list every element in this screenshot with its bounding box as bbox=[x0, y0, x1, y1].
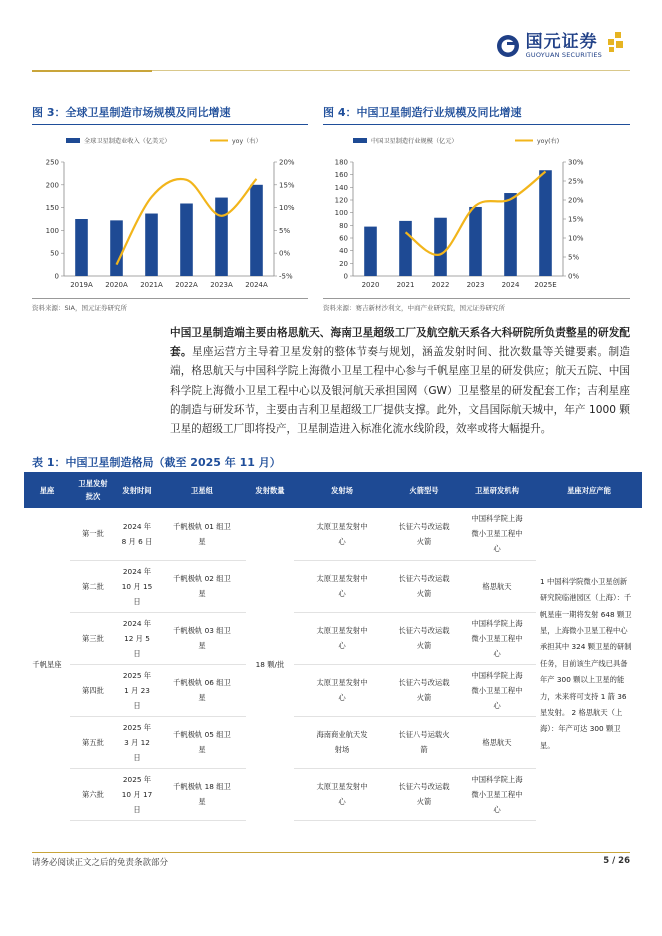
cell-site: 太原卫星发射中心 bbox=[294, 508, 390, 560]
y-right-tick-label: 15% bbox=[279, 181, 295, 190]
legend-bar-label: 中国卫星制造行业规模（亿元） bbox=[371, 138, 458, 145]
figure4-source: 资料来源：赛吉新材沙利文，中商产业研究院，国元证券研究所 bbox=[323, 304, 505, 312]
china-satellite-chart bbox=[323, 128, 630, 298]
cell-site: 太原卫星发射中心 bbox=[294, 768, 390, 820]
y-right-tick-label: 0% bbox=[279, 249, 291, 258]
bar bbox=[469, 207, 482, 276]
y-left-tick-label: 200 bbox=[45, 181, 59, 190]
cell-maker: 中国科学院上海微小卫星工程中心 bbox=[458, 508, 536, 560]
cell-date: 2025 年 1 月 23 日 bbox=[116, 664, 158, 716]
x-tick-label: 2020A bbox=[105, 281, 128, 289]
x-tick-label: 2024 bbox=[501, 281, 520, 289]
bar bbox=[250, 185, 263, 276]
y-right-tick-label: 10% bbox=[279, 204, 295, 213]
x-tick-label: 2020 bbox=[361, 281, 380, 289]
gold-squares-icon bbox=[604, 32, 624, 54]
bar bbox=[539, 170, 552, 276]
bar bbox=[215, 198, 228, 276]
y-left-tick-label: 180 bbox=[334, 158, 348, 167]
col-header-site: 发射场 bbox=[294, 472, 390, 508]
legend-bar-label: 全球卫星制造业收入（亿美元） bbox=[84, 138, 171, 145]
x-tick-label: 2023A bbox=[210, 281, 233, 289]
y-left-tick-label: 60 bbox=[339, 234, 348, 243]
y-right-tick-label: -5% bbox=[279, 272, 293, 281]
cell-batch: 第一批 bbox=[70, 508, 116, 560]
y-left-tick-label: 120 bbox=[334, 196, 348, 205]
y-left-tick-label: 80 bbox=[339, 221, 348, 230]
cell-maker: 格思航天 bbox=[458, 716, 536, 768]
bar bbox=[145, 214, 158, 276]
y-left-tick-label: 150 bbox=[45, 204, 59, 213]
cell-date: 2024 年 8 月 6 日 bbox=[116, 508, 158, 560]
x-tick-label: 2021 bbox=[396, 281, 415, 289]
figure4-bottom-rule bbox=[323, 298, 630, 299]
col-header-count: 发射数量 bbox=[246, 472, 294, 508]
footer-disclaimer: 请务必阅读正文之后的免责条款部分 bbox=[32, 858, 169, 868]
cell-date: 2025 年 3 月 12 日 bbox=[116, 716, 158, 768]
figure4-top-rule bbox=[323, 124, 630, 125]
y-left-tick-label: 250 bbox=[45, 158, 59, 167]
x-tick-label: 2019A bbox=[70, 281, 93, 289]
table-row bbox=[24, 508, 642, 560]
cell-group: 千帆极轨 18 组卫星 bbox=[158, 768, 246, 820]
bar bbox=[434, 218, 447, 276]
cell-group: 千帆极轨 05 组卫星 bbox=[158, 716, 246, 768]
footer-rule bbox=[32, 852, 630, 853]
bar bbox=[399, 221, 412, 276]
figure3-source: 资料来源：SIA，国元证券研究所 bbox=[32, 304, 127, 312]
legend-bar-swatch bbox=[353, 138, 367, 143]
y-right-tick-label: 20% bbox=[279, 158, 295, 167]
y-left-tick-label: 100 bbox=[334, 209, 348, 218]
header-rule-gold bbox=[32, 70, 152, 72]
cell-site: 太原卫星发射中心 bbox=[294, 560, 390, 612]
figure4-title: 图 4：中国卫星制造行业规模及同比增速 bbox=[323, 106, 522, 119]
legend-line-label: yoy(右) bbox=[537, 138, 560, 145]
bar bbox=[75, 219, 88, 276]
table-header-row bbox=[24, 472, 642, 508]
cell-group: 千帆极轨 03 组卫星 bbox=[158, 612, 246, 664]
legend-line-label: yoy（右） bbox=[232, 138, 262, 145]
y-right-tick-label: 0% bbox=[568, 272, 580, 281]
cell-batch: 第六批 bbox=[70, 768, 116, 820]
cell-group: 千帆极轨 02 组卫星 bbox=[158, 560, 246, 612]
cell-site: 海南商业航天发射场 bbox=[294, 716, 390, 768]
cell-rocket: 长征六号改运载火箭 bbox=[390, 612, 458, 664]
y-right-tick-label: 25% bbox=[568, 177, 584, 186]
company-logo bbox=[496, 28, 602, 64]
cell-rocket: 长征六号改运载火箭 bbox=[390, 768, 458, 820]
col-header-maker: 卫星研发机构 bbox=[458, 472, 536, 508]
y-left-tick-label: 50 bbox=[50, 249, 59, 258]
x-tick-label: 2024A bbox=[245, 281, 268, 289]
cell-date: 2024 年 10 月 15 日 bbox=[116, 560, 158, 612]
y-right-tick-label: 20% bbox=[568, 196, 584, 205]
cell-batch: 第三批 bbox=[70, 612, 116, 664]
y-left-tick-label: 20 bbox=[339, 259, 348, 268]
col-header-group: 卫星组 bbox=[158, 472, 246, 508]
x-tick-label: 2021A bbox=[140, 281, 163, 289]
cell-constellation: 千帆星座 bbox=[32, 659, 62, 669]
col-header-constellation: 星座 bbox=[24, 472, 70, 508]
y-left-tick-label: 0 bbox=[54, 272, 59, 281]
bar bbox=[504, 193, 517, 276]
y-left-tick-label: 100 bbox=[45, 226, 59, 235]
cell-group: 千帆极轨 06 组卫星 bbox=[158, 664, 246, 716]
y-left-tick-label: 0 bbox=[343, 272, 348, 281]
logo-text-en: GUOYUAN SECURITIES bbox=[525, 51, 602, 59]
cell-batch: 第四批 bbox=[70, 664, 116, 716]
cell-maker: 格思航天 bbox=[458, 560, 536, 612]
global-satellite-chart bbox=[32, 128, 308, 298]
cell-rocket: 长征六号改运载火箭 bbox=[390, 508, 458, 560]
figure3-bottom-rule bbox=[32, 298, 308, 299]
figure3-top-rule bbox=[32, 124, 308, 125]
x-tick-label: 2022 bbox=[431, 281, 450, 289]
cell-rocket: 长征六号改运载火箭 bbox=[390, 664, 458, 716]
satellite-manufacturing-table bbox=[24, 472, 642, 821]
x-tick-label: 2022A bbox=[175, 281, 198, 289]
y-left-tick-label: 160 bbox=[334, 171, 348, 180]
cell-batch: 第二批 bbox=[70, 560, 116, 612]
y-right-tick-label: 15% bbox=[568, 215, 584, 224]
legend-bar-swatch bbox=[66, 138, 80, 143]
paragraph-lead: 中国卫星制造端主要由格思航天、海南卫星超级工厂及航空航天系各大科研院所负责整星的研发配套。 bbox=[170, 327, 630, 359]
y-right-tick-label: 5% bbox=[279, 226, 291, 235]
cell-maker: 中国科学院上海微小卫星工程中心 bbox=[458, 768, 536, 820]
guoyuan-emblem-icon bbox=[496, 34, 520, 58]
cell-launch-count: 18 颗/批 bbox=[255, 659, 285, 669]
bar bbox=[364, 227, 377, 276]
paragraph-rest: 星座运营方主导着卫星发射的整体节奏与规划，涵盖发射时间、批次数量等关键要素。制造端，格思航天与中国科学院上海微小卫星工程中心参与千帆星座卫星的研发供应；航天五院、中国科学院上海微小卫星工程中心以及银河航天承担国网（GW）卫星整星的研发配套工作；吉利星座的制造与研发环节，主要由吉利卫星超级工厂提供支撑。此外，文昌国际航天城中，年产 1000 颗卫星的超级工厂即将投产，卫星制造进入标准化流水线阶段，效率或将大幅提升。 bbox=[170, 346, 631, 436]
body-paragraph bbox=[170, 324, 630, 439]
bar bbox=[180, 203, 193, 276]
cell-rocket: 长征八号运载火箭 bbox=[390, 716, 458, 768]
col-header-capacity: 星座对应产能 bbox=[536, 472, 642, 508]
cell-rocket: 长征六号改运载火箭 bbox=[390, 560, 458, 612]
y-left-tick-label: 140 bbox=[334, 183, 348, 192]
cell-capacity: 1 中国科学院微小卫星创新研究院临港园区（上海）：千帆星座一期将发射 648 颗卫星，上海微小卫星工程中心承担其中 324 颗卫星的研制任务，目前该生产线已具备年产 300 颗以上卫星的能力，未来将可支持 1 箭 36 星发射。 2 格思航天（上海）：年产可达 300 颗卫星。 bbox=[540, 576, 632, 750]
y-right-tick-label: 10% bbox=[568, 234, 584, 243]
col-header-batch: 卫星发射批次 bbox=[70, 472, 116, 508]
logo-text-cn: 国元证券 bbox=[525, 32, 598, 52]
cell-batch: 第五批 bbox=[70, 716, 116, 768]
page-number: 5 / 26 bbox=[603, 856, 630, 866]
cell-site: 太原卫星发射中心 bbox=[294, 664, 390, 716]
y-right-tick-label: 5% bbox=[568, 253, 580, 262]
col-header-rocket: 火箭型号 bbox=[390, 472, 458, 508]
bar bbox=[110, 220, 123, 276]
x-tick-label: 2023 bbox=[466, 281, 485, 289]
table1-title: 表 1：中国卫星制造格局（截至 2025 年 11 月） bbox=[32, 456, 281, 469]
cell-date: 2025 年 10 月 17 日 bbox=[116, 768, 158, 820]
y-left-tick-label: 40 bbox=[339, 247, 348, 256]
cell-maker: 中国科学院上海微小卫星工程中心 bbox=[458, 664, 536, 716]
x-tick-label: 2025E bbox=[534, 281, 557, 289]
cell-group: 千帆极轨 01 组卫星 bbox=[158, 508, 246, 560]
cell-date: 2024 年 12 月 5 日 bbox=[116, 612, 158, 664]
cell-maker: 中国科学院上海微小卫星工程中心 bbox=[458, 612, 536, 664]
figure3-title: 图 3：全球卫星制造市场规模及同比增速 bbox=[32, 106, 231, 119]
cell-site: 太原卫星发射中心 bbox=[294, 612, 390, 664]
header-rule-light bbox=[152, 70, 630, 71]
col-header-date: 发射时间 bbox=[116, 472, 158, 508]
y-right-tick-label: 30% bbox=[568, 158, 584, 167]
